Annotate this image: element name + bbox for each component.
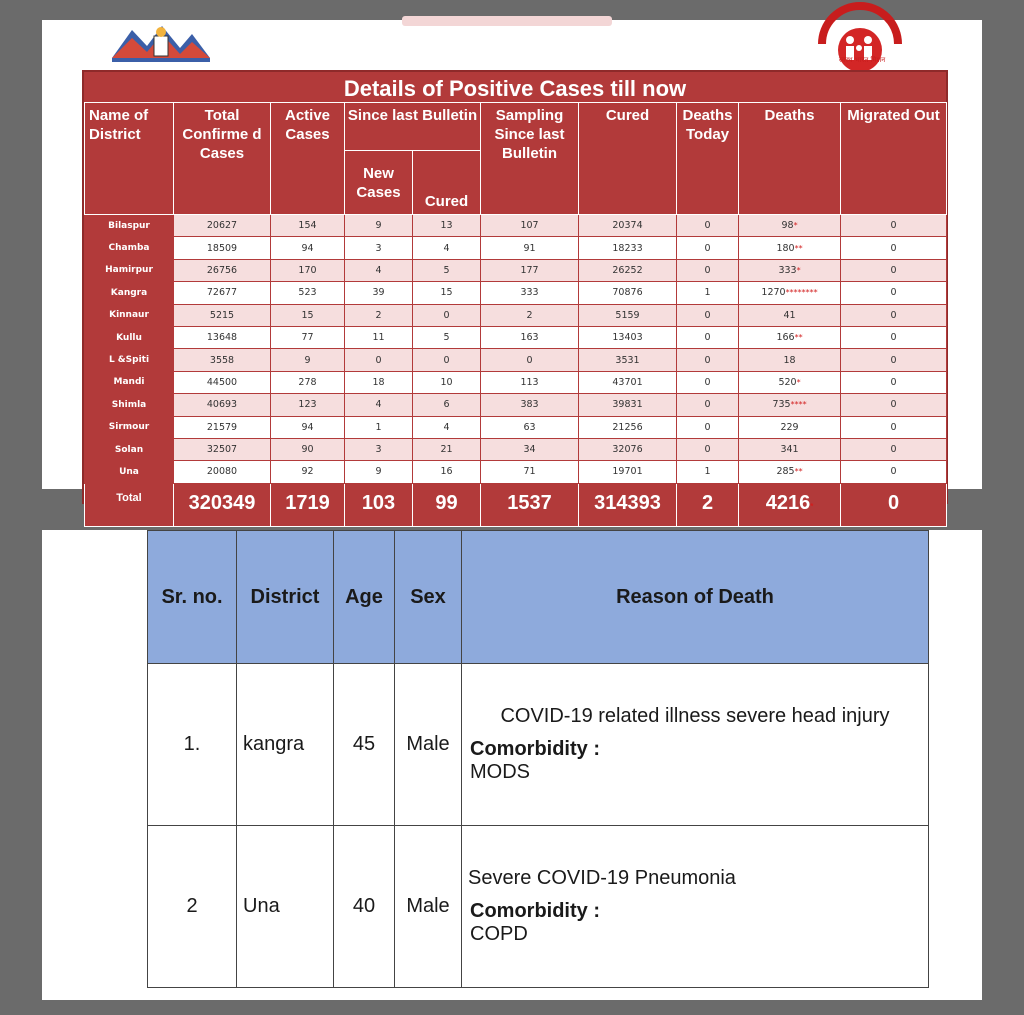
deaths-footnote-stars: ** <box>794 467 803 477</box>
deaths-value: 285 <box>776 466 795 478</box>
deaths-value: 229 <box>780 421 799 433</box>
deaths-footnote-stars: ******** <box>785 288 818 298</box>
cured: 32076 <box>579 438 677 460</box>
positive-cases-table <box>84 102 947 527</box>
deaths-footnote-stars: * <box>796 377 801 387</box>
sampling: 163 <box>481 326 579 348</box>
age: 40 <box>334 826 395 988</box>
positive-cases-table-container <box>82 70 948 514</box>
district-name: Kinnaur <box>85 304 174 326</box>
table-row <box>85 237 947 259</box>
deaths <box>739 349 841 371</box>
migrated-out: 0 <box>841 282 947 304</box>
deaths-today: 0 <box>677 416 739 438</box>
new-cases: 18 <box>345 371 413 393</box>
header-district: District <box>237 531 334 664</box>
deaths-value: 735 <box>772 399 791 411</box>
new-cases: 39 <box>345 282 413 304</box>
migrated-out: 0 <box>841 259 947 281</box>
deaths-footnote-stars: **** <box>790 400 807 410</box>
deaths-value: 333 <box>778 264 797 276</box>
table-row <box>85 282 947 304</box>
cured-since-bulletin: 16 <box>413 461 481 483</box>
deaths <box>739 237 841 259</box>
cured: 13403 <box>579 326 677 348</box>
cured-since-bulletin: 15 <box>413 282 481 304</box>
comorbidity-label: Comorbidity : <box>470 738 600 760</box>
cured: 20374 <box>579 215 677 237</box>
total-confirmed: 21579 <box>174 416 271 438</box>
deaths-today: 1 <box>677 282 739 304</box>
district-name: Mandi <box>85 371 174 393</box>
active-cases: 123 <box>271 394 345 416</box>
deaths <box>739 438 841 460</box>
total-confirmed: 20627 <box>174 215 271 237</box>
reason-cell <box>462 664 929 826</box>
header-sex: Sex <box>395 531 462 664</box>
cured: 5159 <box>579 304 677 326</box>
district: Una <box>237 826 334 988</box>
table-row <box>85 259 947 281</box>
deaths-footnote-stars: * <box>796 265 801 275</box>
new-cases: 1 <box>345 416 413 438</box>
new-cases: 4 <box>345 394 413 416</box>
migrated-out: 0 <box>841 326 947 348</box>
district-name: Hamirpur <box>85 259 174 281</box>
cured: 26252 <box>579 259 677 281</box>
deaths-value: 341 <box>780 444 799 456</box>
deaths <box>739 304 841 326</box>
positive-cases-panel <box>42 20 982 514</box>
header-deaths-today: Deaths Today <box>677 103 739 215</box>
cured-since-bulletin: 99 <box>413 483 481 526</box>
total-confirmed: 13648 <box>174 326 271 348</box>
district-name: Shimla <box>85 394 174 416</box>
death-details-table <box>147 530 929 988</box>
header-deaths: Deaths <box>739 103 841 215</box>
active-cases: 94 <box>271 416 345 438</box>
table-row <box>148 826 929 988</box>
new-cases: 0 <box>345 349 413 371</box>
deaths-footnote-stars: ** <box>794 243 803 253</box>
deaths <box>739 416 841 438</box>
total-confirmed: 44500 <box>174 371 271 393</box>
cured: 39831 <box>579 394 677 416</box>
table-row <box>85 438 947 460</box>
reason-of-death: Severe COVID-19 Pneumonia <box>468 867 736 889</box>
deaths-value: 1270 <box>761 287 786 299</box>
migrated-out: 0 <box>841 304 947 326</box>
deaths-footnote-stars: * <box>793 221 798 231</box>
header-cured-since: Cured <box>413 151 481 215</box>
deaths-footnote-stars: * <box>810 501 814 511</box>
total-confirmed: 26756 <box>174 259 271 281</box>
deaths-today: 0 <box>677 438 739 460</box>
header-active-cases: Active Cases <box>271 103 345 215</box>
deaths-value: 18 <box>783 354 796 366</box>
total-confirmed: 20080 <box>174 461 271 483</box>
deaths-today: 0 <box>677 304 739 326</box>
total-confirmed: 5215 <box>174 304 271 326</box>
table-title: Details of Positive Cases till now <box>343 76 687 101</box>
deaths <box>739 371 841 393</box>
table-row <box>85 371 947 393</box>
deaths-today: 0 <box>677 371 739 393</box>
cured-since-bulletin: 21 <box>413 438 481 460</box>
active-cases: 9 <box>271 349 345 371</box>
cured-since-bulletin: 13 <box>413 215 481 237</box>
deaths <box>739 282 841 304</box>
cured: 70876 <box>579 282 677 304</box>
sampling: 1537 <box>481 483 579 526</box>
cured-since-bulletin: 5 <box>413 326 481 348</box>
total-confirmed: 40693 <box>174 394 271 416</box>
active-cases: 1719 <box>271 483 345 526</box>
table-row <box>85 215 947 237</box>
header-sr-no: Sr. no. <box>148 531 237 664</box>
table-row <box>85 326 947 348</box>
new-cases: 11 <box>345 326 413 348</box>
cured: 19701 <box>579 461 677 483</box>
new-cases: 2 <box>345 304 413 326</box>
table-row <box>85 461 947 483</box>
district-name: Kangra <box>85 282 174 304</box>
active-cases: 15 <box>271 304 345 326</box>
sampling: 34 <box>481 438 579 460</box>
migrated-out: 0 <box>841 461 947 483</box>
sr-no: 1. <box>148 664 237 826</box>
deaths-today: 0 <box>677 394 739 416</box>
cured-since-bulletin: 0 <box>413 304 481 326</box>
district-name: Total <box>85 483 174 526</box>
deaths-value: 520 <box>778 376 797 388</box>
cured-since-bulletin: 10 <box>413 371 481 393</box>
total-confirmed: 72677 <box>174 282 271 304</box>
header-since-last-bulletin: Since last Bulletin <box>345 103 481 151</box>
comorbidity-value: COPD <box>470 923 528 945</box>
deaths-today: 0 <box>677 215 739 237</box>
sampling: 91 <box>481 237 579 259</box>
total-confirmed: 320349 <box>174 483 271 526</box>
new-cases: 3 <box>345 438 413 460</box>
new-cases: 4 <box>345 259 413 281</box>
deaths <box>739 326 841 348</box>
table-row <box>85 416 947 438</box>
active-cases: 523 <box>271 282 345 304</box>
header-cured: Cured <box>579 103 677 215</box>
cured-since-bulletin: 4 <box>413 416 481 438</box>
active-cases: 77 <box>271 326 345 348</box>
new-cases: 3 <box>345 237 413 259</box>
comorbidity-value: MODS <box>470 761 530 783</box>
deaths-value: 4216 <box>765 491 811 514</box>
migrated-out: 0 <box>841 438 947 460</box>
table-row <box>148 664 929 826</box>
header-total-confirmed: Total Confirme d Cases <box>174 103 271 215</box>
district-name: Chamba <box>85 237 174 259</box>
cured-since-bulletin: 6 <box>413 394 481 416</box>
deaths-value: 180 <box>776 242 795 254</box>
district-name: L &Spiti <box>85 349 174 371</box>
active-cases: 278 <box>271 371 345 393</box>
deaths-today: 0 <box>677 237 739 259</box>
deaths-today: 1 <box>677 461 739 483</box>
header-sampling: Sampling Since last Bulletin <box>481 103 579 215</box>
deaths-today: 2 <box>677 483 739 526</box>
migrated-out: 0 <box>841 349 947 371</box>
sampling: 177 <box>481 259 579 281</box>
deaths <box>739 215 841 237</box>
migrated-out: 0 <box>841 483 947 526</box>
deaths <box>739 461 841 483</box>
active-cases: 170 <box>271 259 345 281</box>
cured: 314393 <box>579 483 677 526</box>
new-cases: 9 <box>345 215 413 237</box>
sampling: 383 <box>481 394 579 416</box>
cured: 18233 <box>579 237 677 259</box>
deaths <box>739 394 841 416</box>
header-migrated-out: Migrated Out <box>841 103 947 215</box>
deaths <box>739 483 841 526</box>
comorbidity-label: Comorbidity : <box>470 900 600 922</box>
sampling: 2 <box>481 304 579 326</box>
cured: 21256 <box>579 416 677 438</box>
table-row <box>85 349 947 371</box>
deaths-panel <box>42 530 982 1000</box>
active-cases: 90 <box>271 438 345 460</box>
new-cases: 103 <box>345 483 413 526</box>
himachal-govt-emblem-icon <box>112 20 210 64</box>
active-cases: 92 <box>271 461 345 483</box>
header-district: Name of District <box>85 103 174 215</box>
deaths-value: 166 <box>776 332 795 344</box>
district-name: Una <box>85 461 174 483</box>
migrated-out: 0 <box>841 215 947 237</box>
new-cases: 9 <box>345 461 413 483</box>
district: kangra <box>237 664 334 826</box>
cured: 43701 <box>579 371 677 393</box>
district-name: Solan <box>85 438 174 460</box>
cases-table-body <box>85 215 947 527</box>
sex: Male <box>395 664 462 826</box>
table-row <box>85 304 947 326</box>
sampling: 63 <box>481 416 579 438</box>
sampling: 333 <box>481 282 579 304</box>
migrated-out: 0 <box>841 416 947 438</box>
sr-no: 2 <box>148 826 237 988</box>
logo-caption: स्वस्थ भारत मिशन <box>838 56 886 64</box>
deaths-today: 0 <box>677 349 739 371</box>
deaths-value: 98 <box>781 220 794 232</box>
deaths-footnote-stars: ** <box>794 333 803 343</box>
district-name: Bilaspur <box>85 215 174 237</box>
table-row <box>85 394 947 416</box>
sex: Male <box>395 826 462 988</box>
sampling: 71 <box>481 461 579 483</box>
active-cases: 154 <box>271 215 345 237</box>
total-confirmed: 18509 <box>174 237 271 259</box>
sampling: 107 <box>481 215 579 237</box>
deaths-value: 41 <box>783 309 796 321</box>
total-confirmed: 3558 <box>174 349 271 371</box>
sampling: 113 <box>481 371 579 393</box>
active-cases: 94 <box>271 237 345 259</box>
header-new-cases: New Cases <box>345 151 413 215</box>
district-name: Sirmour <box>85 416 174 438</box>
cured-since-bulletin: 4 <box>413 237 481 259</box>
migrated-out: 0 <box>841 237 947 259</box>
sampling: 0 <box>481 349 579 371</box>
migrated-out: 0 <box>841 371 947 393</box>
deaths-today: 0 <box>677 259 739 281</box>
deaths <box>739 259 841 281</box>
migrated-out: 0 <box>841 394 947 416</box>
reason-of-death: COVID-19 related illness severe head injury <box>500 705 890 727</box>
header-age: Age <box>334 531 395 664</box>
deaths-today: 0 <box>677 326 739 348</box>
header-reason: Reason of Death <box>462 531 929 664</box>
faded-header-text <box>402 16 612 26</box>
age: 45 <box>334 664 395 826</box>
cured: 3531 <box>579 349 677 371</box>
total-row <box>85 483 947 526</box>
district-name: Kullu <box>85 326 174 348</box>
total-confirmed: 32507 <box>174 438 271 460</box>
cured-since-bulletin: 0 <box>413 349 481 371</box>
reason-cell <box>462 826 929 988</box>
cured-since-bulletin: 5 <box>413 259 481 281</box>
